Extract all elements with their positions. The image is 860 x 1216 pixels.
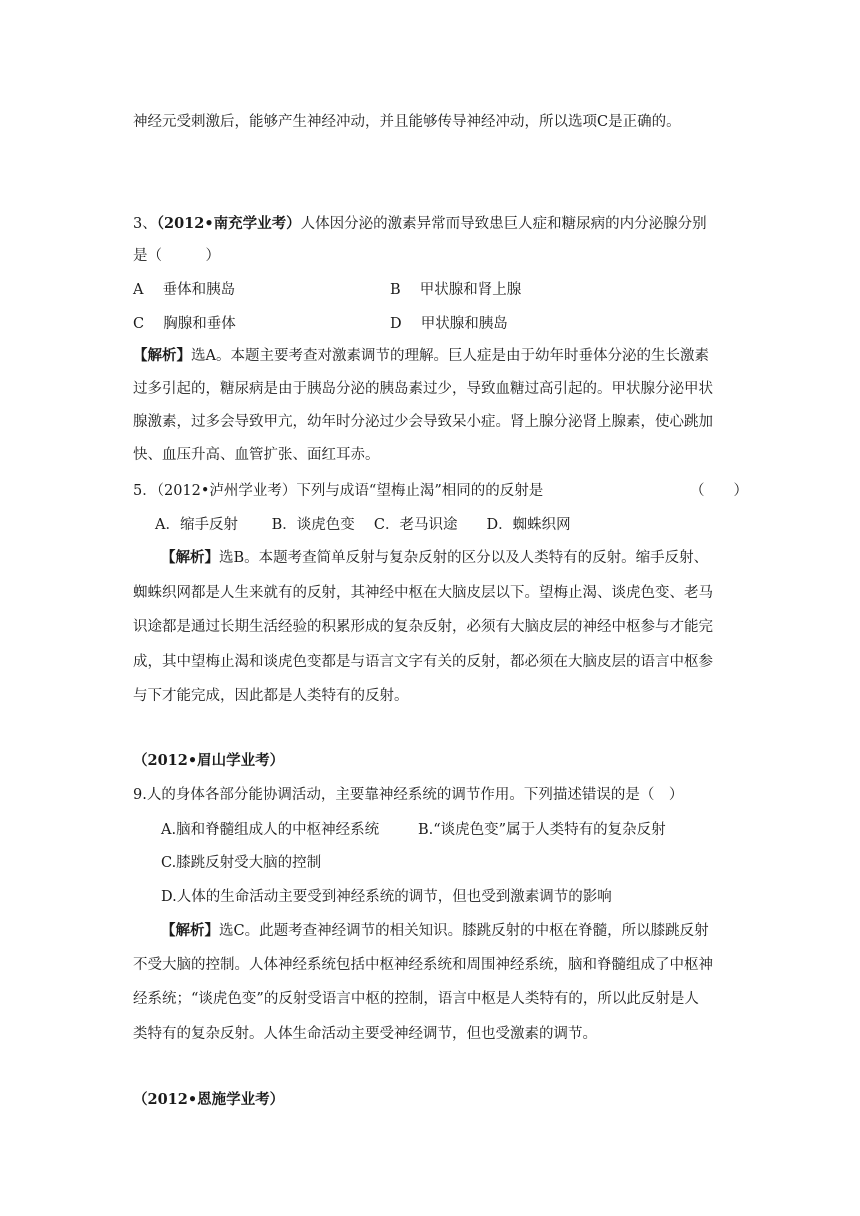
q9-analysis-label: 【解析】 [161,922,219,939]
q5-options: A．缩手反射 B．谈虎色变 C．老马识途 D．蜘蛛织网 [155,517,571,533]
q5-stem: 5．（2012•泸州学业考）下列与成语“望梅止渴”相同的的反射是 [133,483,544,499]
q3-option-b: B 甲状腺和肾上腺 [390,282,522,298]
q3-stem-line-2: 是（ ） [133,248,220,264]
q5-analysis-text-1: 选B。本题考查简单反射与复杂反射的区分以及人类特有的反射。缩手反射、 [219,550,709,566]
q9-option-b: B.“谈虎色变”属于人类特有的复杂反射 [418,822,666,838]
q9-analysis-line-1 [161,921,709,941]
q3-stem-text: 人体因分泌的激素异常而导致患巨人症和糖尿病的内分泌腺分别 [300,216,707,232]
q9-source: （2012•眉山学业考） [133,752,285,769]
q9-option-c: C.膝跳反射受大脑的控制 [161,855,322,871]
q5-analysis-label: 【解析】 [161,549,219,566]
q9-stem: 9.人的身体各部分能协调活动，主要靠神经系统的调节作用。下列描述错误的是（ ） [133,787,684,803]
q3-analysis-line-2: 过多引起的，糖尿病是由于胰岛分泌的胰岛素过少，导致血糖过高引起的。甲状腺分泌甲状 [133,381,713,397]
q9-analysis-line-3: 经系统；“谈虎色变”的反射受语言中枢的控制，语言中枢是人类特有的，所以此反射是人 [133,991,699,1007]
q9-analysis-text-1: 选C。此题考查神经调节的相关知识。膝跳反射的中枢在脊髓，所以膝跳反射 [219,923,709,939]
q3-analysis-label: 【解析】 [133,347,191,364]
q9-analysis-line-4: 类特有的复杂反射。人体生命活动主要受神经调节，但也受激素的调节。 [133,1026,597,1042]
q5-analysis-line-3: 识途都是通过长期生活经验的积累形成的复杂反射，必须有大脑皮层的神经中枢参与才能完 [133,619,713,635]
q5-analysis-line-5: 与下才能完成，因此都是人类特有的反射。 [133,688,409,704]
q9-analysis-line-2: 不受大脑的控制。人体神经系统包括中枢神经系统和周围神经系统，脑和脊髓组成了中枢神 [133,957,713,973]
q3-source: （2012•南充学业考） [156,215,301,232]
q-next-source: （2012•恩施学业考） [133,1091,285,1108]
q3-analysis-text-1: 选A。本题主要考查对激素调节的理解。巨人症是由于幼年时垂体分泌的生长激素 [191,348,709,364]
q3-analysis-line-4: 快、血压升高、血管扩张、面红耳赤。 [133,447,380,463]
q3-number: 3、 [133,216,157,232]
q3-option-c: C 胸腺和垂体 [133,316,236,332]
q3-analysis-line-1 [133,346,709,366]
q9-option-a: A.脑和脊髓组成人的中枢神经系统 [161,822,380,838]
q5-analysis-line-2: 蜘蛛织网都是人生来就有的反射，其神经中枢在大脑皮层以下。望梅止渴、谈虎色变、老马 [133,585,713,601]
q5-analysis-line-4: 成，其中望梅止渴和谈虎色变都是与语言文字有关的反射，都必须在大脑皮层的语言中枢参 [133,654,713,670]
q9-option-d: D.人体的生命活动主要受到神经系统的调节，但也受到激素调节的影响 [161,889,612,905]
q3-analysis-line-3: 腺激素，过多会导致甲亢，幼年时分泌过少会导致呆小症。肾上腺分泌肾上腺素，使心跳加 [133,414,713,430]
q1-analysis-tail: 神经元受刺激后，能够产生神经冲动，并且能够传导神经冲动，所以选项C是正确的。 [133,114,681,130]
q3-option-a: A 垂体和胰岛 [133,282,236,298]
q5-analysis-line-1 [161,548,708,568]
q3-option-d: D 甲状腺和胰岛 [390,316,508,332]
q5-answer-bracket: （ ） [690,483,748,499]
q3-stem-line-1 [133,214,707,234]
